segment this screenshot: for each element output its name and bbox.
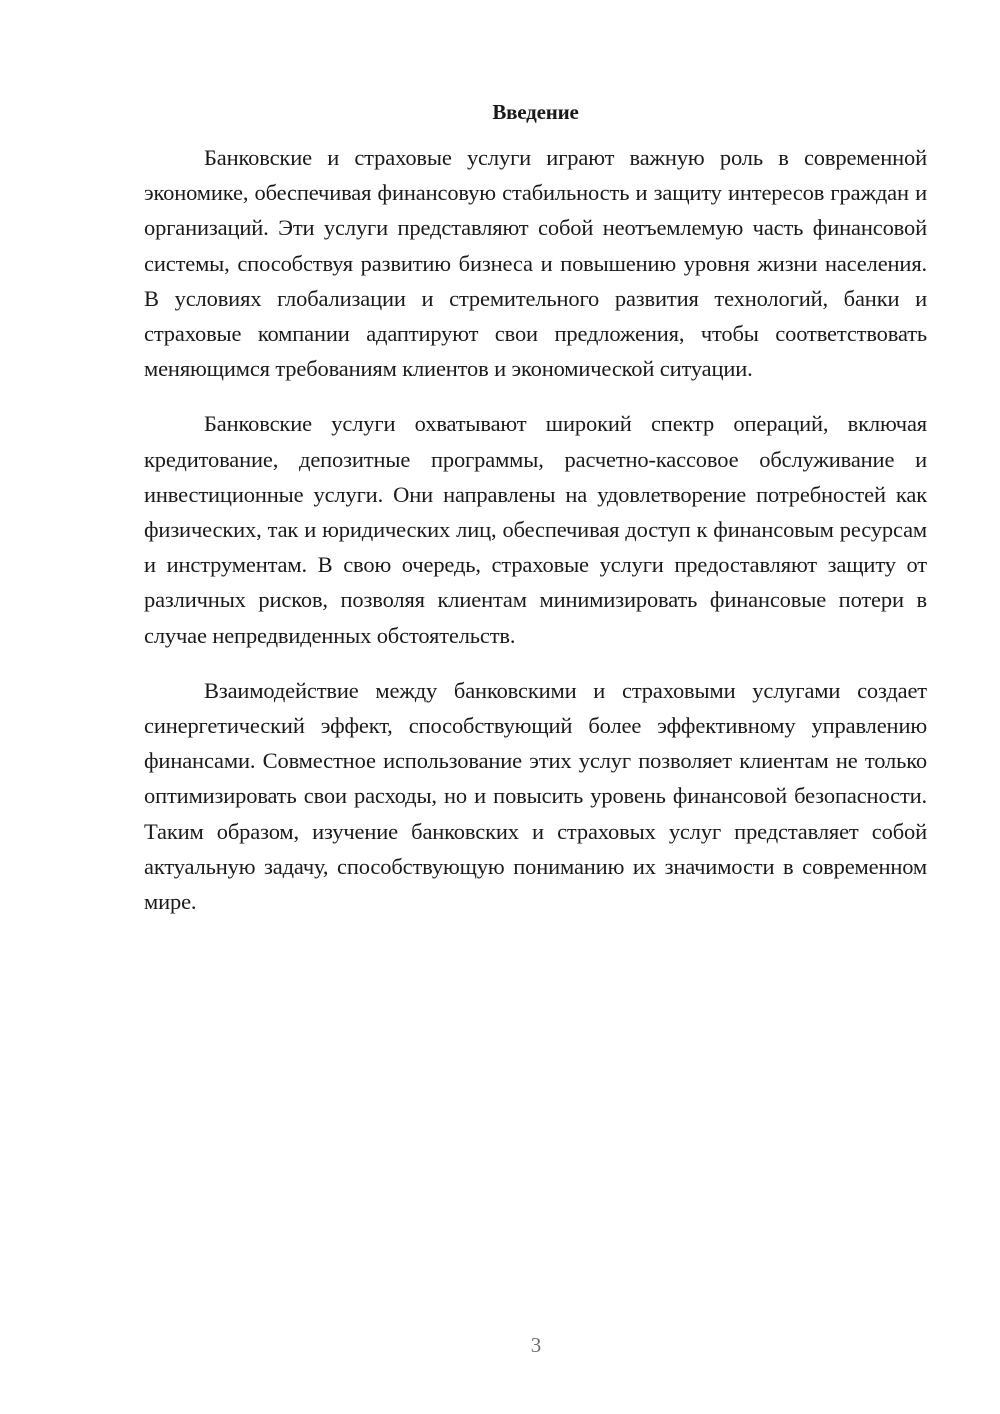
paragraph-1: Банковские и страховые услуги играют важную роль в современной экономике, обеспечивая финансовую стабильность и защиту интересов граждан и организаций. Эти услуги представляют собой неотъемлемую часть финансовой системы, способствуя развитию бизнеса и повышению уровня жизни населения. В условиях глобализации и стремительного развития технологий, банки и страховые компании адаптируют свои предложения, чтобы соответствовать меняющимся требованиям клиентов и экономической ситуации. xyxy=(144,145,927,382)
page-content xyxy=(144,96,927,919)
paragraph-2: Банковские услуги охватывают широкий спектр операций, включая кредитование, депозитные программы, расчетно-кассовое обслуживание и инвестиционные услуги. Они направлены на удовлетворение потребностей как физических, так и юридических лиц, обеспечивая доступ к финансовым ресурсам и инструментам. В свою очередь, страховые услуги предоставляют защиту от различных рисков, позволяя клиентам минимизировать финансовые потери в случае непредвиденных обстоятельств. xyxy=(144,411,927,648)
paragraph-3: Взаимодействие между банковскими и страховыми услугами создает синергетический эффект, способствующий более эффективному управлению финансами. Совместное использование этих услуг позволяет клиентам не только оптимизировать свои расходы, но и повысить уровень финансовой безопасности. Таким образом, изучение банковских и страховых услуг представляет собой актуальную задачу, способствующую пониманию их значимости в современном мире. xyxy=(144,677,927,915)
page-number: 3 xyxy=(530,1333,542,1357)
section-title: Введение xyxy=(492,100,579,124)
